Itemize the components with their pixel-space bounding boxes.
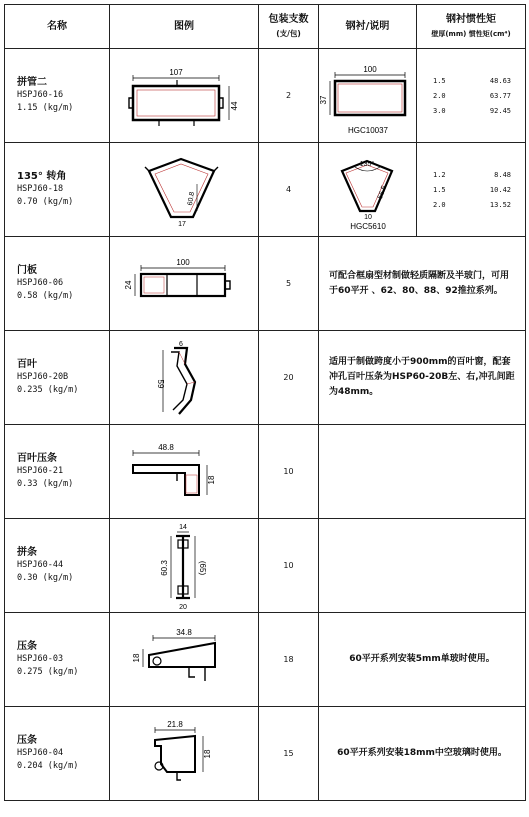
profile-figure: [110, 613, 259, 707]
wall-thickness: 2.0: [433, 91, 446, 100]
inertia-row: [417, 167, 525, 182]
pack-count: 15: [259, 707, 319, 801]
table-row: [5, 237, 526, 331]
dim-label: 100: [363, 64, 377, 74]
description: 60平开系列安装18mm中空玻璃时使用。: [319, 707, 526, 801]
inertia-list: [417, 73, 525, 118]
wall-thickness: 1.5: [433, 185, 446, 194]
profile-code: HSPJ60-44: [17, 560, 64, 570]
inertia-value: 48.63: [489, 76, 511, 85]
dim-label: 21.8: [167, 719, 183, 729]
pack-count: 5: [259, 237, 319, 331]
profile-name-cell: [5, 707, 110, 801]
profile-figure: [110, 49, 259, 143]
pack-count: 20: [259, 331, 319, 425]
inertia-cell: [417, 143, 526, 237]
profile-weight: 0.30 (kg/m): [17, 573, 74, 583]
profile-figure: [110, 707, 259, 801]
profile-drawing: [119, 149, 249, 231]
profile-weight: 0.70 (kg/m): [17, 197, 74, 207]
inertia-value: 8.48: [494, 170, 511, 179]
dim-label: 48.8: [158, 442, 174, 452]
dim-label: 10: [364, 213, 372, 221]
dim-label: 135°: [359, 160, 375, 168]
dim-label: 56.5: [376, 184, 389, 200]
header-inertia: [417, 5, 526, 49]
dim-label: 24: [124, 280, 133, 289]
inertia-row: [417, 182, 525, 197]
profile-weight: 0.204 (kg/m): [17, 761, 79, 771]
profile-figure: [110, 237, 259, 331]
pack-count: 4: [259, 143, 319, 237]
steel-code: HGC10037: [347, 125, 389, 135]
profile-drawing: [119, 520, 249, 612]
profile-weight: 0.235 (kg/m): [17, 385, 79, 395]
profile-drawing: [119, 334, 249, 422]
dim-label: 17: [178, 220, 186, 228]
profile-name-cell: [5, 425, 110, 519]
pack-count: 10: [259, 519, 319, 613]
dim-label: 18: [207, 475, 216, 484]
inertia-cell: [417, 49, 526, 143]
profile-name: 135° 转角: [17, 171, 67, 182]
wall-thickness: 3.0: [433, 106, 446, 115]
steel-cell: [319, 143, 417, 237]
header-package-line2: (支/包): [276, 28, 301, 38]
profile-name: 压条: [17, 641, 37, 652]
profile-drawing: [119, 437, 249, 507]
pack-count: 2: [259, 49, 319, 143]
dim-label: 60.3: [160, 559, 169, 576]
profile-code: HSPJ60-18: [17, 184, 64, 194]
table-row: [5, 425, 526, 519]
description-empty: [319, 519, 526, 613]
profile-figure: [110, 143, 259, 237]
profile-name-cell: [5, 519, 110, 613]
inertia-row: [417, 73, 525, 88]
profile-code: HSPJ60-04: [17, 748, 64, 758]
table-row: [5, 143, 526, 237]
dim-label: 37: [319, 95, 328, 104]
dim-label: 59: [156, 379, 165, 388]
header-package-line1: 包装支数: [268, 13, 309, 25]
inertia-value: 13.52: [489, 200, 511, 209]
description: 可配合框扇型材制做轻质隔断及半玻门，可用于60平开 、62、80、88、92推拉系列。: [319, 237, 526, 331]
profile-drawing: [119, 56, 249, 136]
dim-label: 60.8: [186, 190, 197, 206]
profile-weight: 0.275 (kg/m): [17, 667, 79, 677]
inertia-row: [417, 103, 525, 118]
profile-name: 门板: [17, 265, 37, 276]
inertia-value: 63.77: [489, 91, 511, 100]
inertia-row: [417, 88, 525, 103]
profile-name-cell: [5, 49, 110, 143]
table-row: [5, 331, 526, 425]
table-row: [5, 49, 526, 143]
profile-name: 拼条: [17, 547, 37, 558]
profile-figure: [110, 331, 259, 425]
profile-drawing: [119, 625, 249, 695]
profile-name-cell: [5, 331, 110, 425]
header-figure: 图例: [110, 5, 259, 49]
dim-label: (65): [198, 560, 207, 575]
steel-cell: [319, 49, 417, 143]
wall-thickness: 1.2: [433, 170, 446, 179]
header-inertia-sub: 壁厚(mm) 惯性矩(cm⁴): [431, 29, 511, 38]
table-header: [5, 5, 526, 49]
profile-weight: 0.33 (kg/m): [17, 479, 74, 489]
profile-drawing: [119, 254, 249, 314]
dim-label: 44: [230, 101, 239, 110]
dim-label: 20: [179, 603, 187, 611]
wall-thickness: 1.5: [433, 76, 446, 85]
profile-name: 压条: [17, 735, 37, 746]
profile-name: 百叶: [17, 359, 37, 370]
table-row: [5, 519, 526, 613]
profile-code: HSPJ60-20B: [17, 372, 69, 382]
steel-drawing: [320, 149, 415, 231]
steel-drawing: [320, 55, 415, 137]
dim-label: 100: [176, 257, 190, 267]
steel-code: HGC5610: [350, 221, 386, 231]
header-inertia-title: 钢衬惯性矩: [446, 13, 496, 25]
dim-label: 18: [132, 653, 141, 662]
table-row: [5, 707, 526, 801]
dim-label: 6: [179, 340, 183, 348]
profile-weight: 1.15 (kg/m): [17, 103, 74, 113]
dim-label: 107: [169, 67, 183, 77]
profile-figure: [110, 519, 259, 613]
profile-figure: [110, 425, 259, 519]
profile-name-cell: [5, 143, 110, 237]
header-steel: 钢衬/说明: [319, 5, 417, 49]
dim-label: 14: [179, 523, 187, 531]
profile-name: 拼管二: [17, 77, 47, 88]
inertia-value: 92.45: [489, 106, 511, 115]
inertia-list: [417, 167, 525, 212]
profile-code: HSPJ60-03: [17, 654, 64, 664]
profile-name-cell: [5, 613, 110, 707]
inertia-value: 10.42: [489, 185, 511, 194]
table-row: [5, 613, 526, 707]
pack-count: 10: [259, 425, 319, 519]
profile-name: 百叶压条: [17, 453, 57, 464]
header-name: 名称: [5, 5, 110, 49]
inertia-row: [417, 197, 525, 212]
description-empty: [319, 425, 526, 519]
profile-table: [4, 4, 526, 801]
profile-code: HSPJ60-06: [17, 278, 64, 288]
header-package: [259, 5, 319, 49]
pack-count: 18: [259, 613, 319, 707]
description: 60平开系列安装5mm单玻时使用。: [319, 613, 526, 707]
dim-label: 34.8: [176, 627, 192, 637]
profile-code: HSPJ60-16: [17, 90, 64, 100]
profile-weight: 0.58 (kg/m): [17, 291, 74, 301]
profile-name-cell: [5, 237, 110, 331]
description: 适用于制做跨度小于900mm的百叶窗，配套冲孔百叶压条为HSP60-20B左、右,冲孔间距为48mm。: [319, 331, 526, 425]
wall-thickness: 2.0: [433, 200, 446, 209]
profile-code: HSPJ60-21: [17, 466, 64, 476]
dim-label: 18: [203, 749, 212, 758]
profile-drawing: [119, 716, 249, 792]
